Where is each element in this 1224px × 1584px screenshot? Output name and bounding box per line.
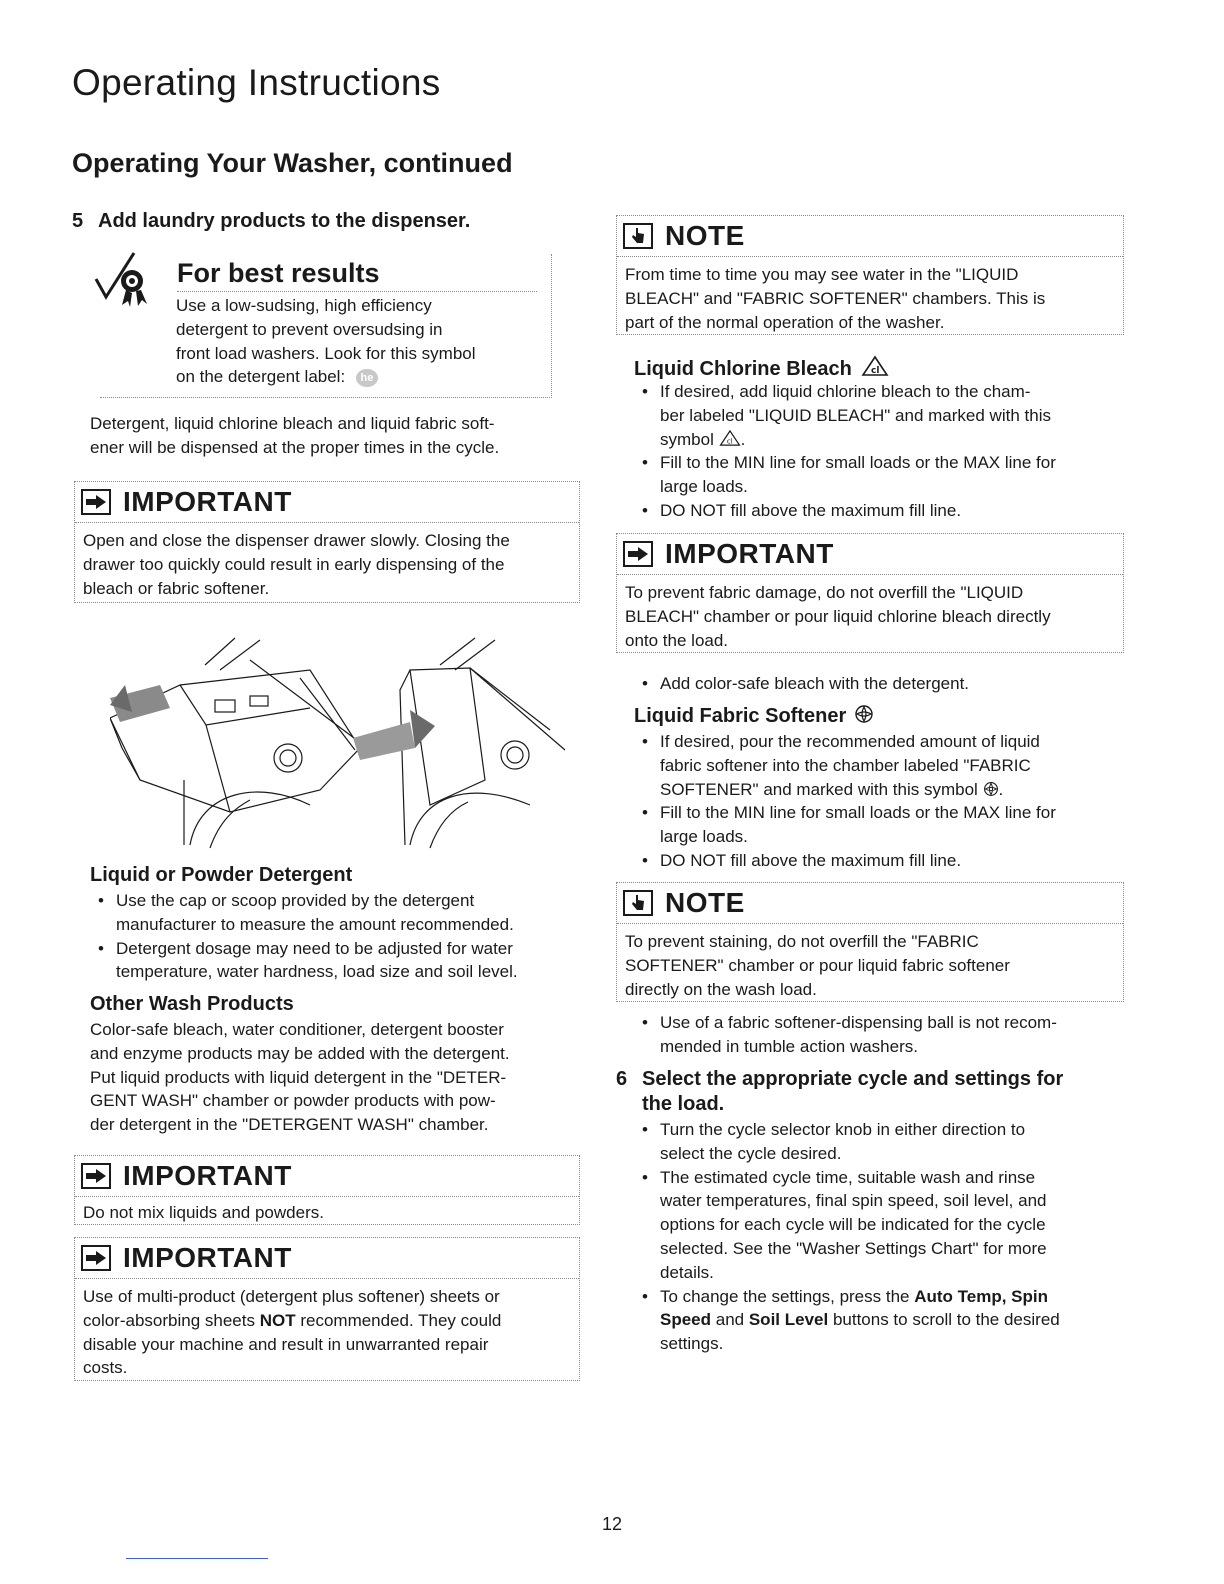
he-symbol-icon: he [356,369,378,387]
list-item [634,801,1134,849]
text-line: • Turn the cycle selector knob in either direction to [660,1120,1026,1139]
text-line: symbol cl . [660,429,746,449]
text-line: onto the load. [625,630,729,650]
list-item [634,730,1134,801]
other-products-text [90,1018,580,1137]
text-line: water temperatures, final spin speed, soil level, and [660,1191,1047,1211]
list-item: • Add color-safe bleach with the detergent. [634,672,1134,696]
important-text [617,575,1123,660]
text-line [83,1309,571,1333]
bleach-triangle-icon [719,429,741,447]
important-box-3 [74,1237,580,1381]
note-label: NOTE [665,220,745,251]
important-label: IMPORTANT [123,1242,292,1273]
list-item: • DO NOT fill above the maximum fill line. [634,499,1134,523]
text-line: ener will be dispensed at the proper times in the cycle. [90,437,500,457]
text-line: options for each cycle will be indicated for the cycle [660,1215,1046,1235]
step-title: Select the appropriate cycle and settings for [642,1068,1064,1090]
text-line: drawer too quickly could result in early dispensing of the [83,554,505,574]
text-line: BLEACH" and "FABRIC SOFTENER" chambers. This is [625,288,1046,308]
bleach-bullets [634,380,1134,523]
text-line: • Fill to the MIN line for small loads or the MAX line for [660,803,1056,823]
section-title: Operating Your Washer, continued [72,148,513,178]
emphasis-not: NOT [259,1310,296,1330]
dispenser-drawer-illustration [110,630,570,850]
text-line: From time to time you may see water in the "LIQUID [625,265,1019,284]
speed-label: Speed [660,1310,712,1330]
note-box-1 [616,215,1124,335]
step-line [616,1067,1136,1092]
arrow-right-icon [81,489,111,515]
text-line [660,1308,1134,1332]
important-header [75,1238,579,1279]
list-item [634,1011,1134,1059]
text-line: SOFTENER" and marked with this symbol . [660,779,1004,799]
ball-list [634,1011,1134,1059]
best-results-heading: For best results [177,258,537,292]
note-text [617,257,1123,342]
important-header [617,534,1123,575]
other-products-heading: Other Wash Products [90,993,294,1015]
text-span: buttons to scroll to the desired [828,1310,1060,1330]
list-item [634,380,1134,451]
heading-text: Liquid Chlorine Bleach [634,358,852,380]
text-line: Color-safe bleach, water conditioner, detergent booster [90,1020,504,1039]
important-label: IMPORTANT [123,486,292,517]
text-span: color-absorbing sheets [83,1310,260,1330]
text-line: ber labeled "LIQUID BLEACH" and marked with this [660,405,1051,425]
svg-text:cl: cl [726,436,733,446]
note-label: NOTE [665,887,745,918]
list-item [634,1285,1134,1356]
important-box-1 [74,481,580,603]
svg-text:cl: cl [871,366,880,376]
note-header [617,216,1123,257]
softener-flower-icon [983,781,999,797]
page-title: Operating Instructions [72,62,441,103]
bleach-heading [634,355,889,381]
text-span: and [711,1310,749,1330]
step-5-heading [72,210,470,233]
important-label: IMPORTANT [665,538,834,569]
text-line: front load washers. Look for this symbol [176,343,476,363]
heading-text: Liquid Fabric Softener [634,705,847,727]
important-box-2 [74,1155,580,1225]
list-item [90,889,580,937]
text-line: GENT WASH" chamber or powder products with pow- [90,1091,496,1111]
color-safe-list [634,672,1134,696]
note-header [617,883,1123,924]
note-box-2 [616,882,1124,1002]
bleach-triangle-icon [861,355,889,377]
page-number: 12 [601,1514,623,1534]
text-line: detergent to prevent oversudsing in [176,319,443,339]
ribbon-check-icon [92,251,162,313]
list-item [634,451,1134,499]
arrow-right-icon [623,541,653,567]
text-line [176,365,546,389]
text-line: details. [660,1262,714,1282]
important-label: IMPORTANT [123,1160,292,1191]
soil-level-label: Soil Level [748,1310,829,1330]
text-line: • Fill to the MIN line for small loads or the MAX line for [660,453,1056,473]
important-text [75,1279,579,1388]
important-text: Do not mix liquids and powders. [83,1203,324,1222]
step-6-bullets [634,1118,1134,1356]
text-line: Use of multi-product (detergent plus softener) sheets or [83,1287,500,1306]
text-line: • Use the cap or scoop provided by the detergent [116,891,475,910]
softener-flower-icon [854,704,874,724]
text-span: SOFTENER" and marked with this symbol [660,779,978,799]
text-line: costs. [83,1358,128,1378]
text-span: recommended. They could [295,1310,502,1330]
text-line: select the cycle desired. [660,1143,842,1163]
text-line: der detergent in the "DETERGENT WASH" chamber. [90,1115,489,1135]
list-item [634,1166,1134,1285]
text-line: Detergent, liquid chlorine bleach and liquid fabric soft- [90,414,495,433]
text-line: • The estimated cycle time, suitable wash and rinse [660,1167,1036,1187]
text-line: • If desired, add liquid chlorine bleach to the cham- [660,382,1031,401]
text-line: Use a low-sudsing, high efficiency [176,296,432,315]
step-number: 6 [616,1068,628,1090]
text-line: and enzyme products may be added with the detergent. [90,1043,510,1063]
arrow-right-icon [81,1163,111,1189]
footer-rule [126,1558,268,1559]
step-number: 5 [72,210,84,232]
dispense-paragraph [90,412,570,460]
text-line: part of the normal operation of the washer. [625,312,945,332]
text-span: on the detergent label: [176,367,346,387]
text-line: To prevent staining, do not overfill the "FABRIC [625,932,979,951]
text-line: large loads. [660,477,748,497]
important-text [75,523,579,608]
list-item: • DO NOT fill above the maximum fill line. [634,849,1134,873]
text-line: Put liquid products with liquid detergent in the "DETER- [90,1067,507,1087]
text-line: temperature, water hardness, load size and soil level. [116,962,518,982]
text-line: fabric softener into the chamber labeled "FABRIC [660,755,1031,775]
text-line: • Use of a fabric softener-dispensing ball is not recom- [660,1013,1057,1032]
important-header [75,1156,579,1197]
text-line: • Detergent dosage may need to be adjusted for water [116,938,513,958]
important-header [75,482,579,523]
best-results-text [176,294,546,389]
text-span: symbol [660,429,714,449]
text-line: bleach or fabric softener. [83,578,270,598]
detergent-bullets [90,889,580,984]
text-span: To change the settings, press the [660,1286,915,1306]
text-line: SOFTENER" chamber or pour liquid fabric softener [625,955,1010,975]
list-item [634,1118,1134,1166]
detergent-heading: Liquid or Powder Detergent [90,864,353,886]
text-line: BLEACH" chamber or pour liquid chlorine bleach directly [625,606,1051,626]
step-title: Add laundry products to the dispenser. [98,210,471,232]
text-line: manufacturer to measure the amount recommended. [116,914,514,934]
softener-heading [634,704,874,728]
list-item [90,937,580,985]
arrow-right-icon [81,1245,111,1271]
text-line: selected. See the "Washer Settings Chart" for more [660,1238,1047,1258]
text-line: Open and close the dispenser drawer slowly. Closing the [83,531,510,550]
text-line: mended in tumble action washers. [660,1036,918,1056]
text-line: disable your machine and result in unwarranted repair [83,1334,489,1354]
hand-pointer-icon [623,890,653,916]
text-line: large loads. [660,827,748,847]
step-title: the load. [642,1093,725,1115]
text-line: directly on the wash load. [625,979,817,999]
text-line [660,1285,1134,1309]
important-box-4 [616,533,1124,653]
text-line: settings. [660,1334,724,1354]
text-line: To prevent fabric damage, do not overfill the "LIQUID [625,583,1024,602]
best-results-box [100,254,552,398]
text-line: • If desired, pour the recommended amount of liquid [660,732,1040,751]
note-text [617,924,1123,1009]
auto-temp-spin-label: Auto Temp, Spin [914,1286,1049,1306]
hand-pointer-icon [623,223,653,249]
softener-bullets [634,730,1134,873]
step-6-heading [616,1067,1136,1117]
